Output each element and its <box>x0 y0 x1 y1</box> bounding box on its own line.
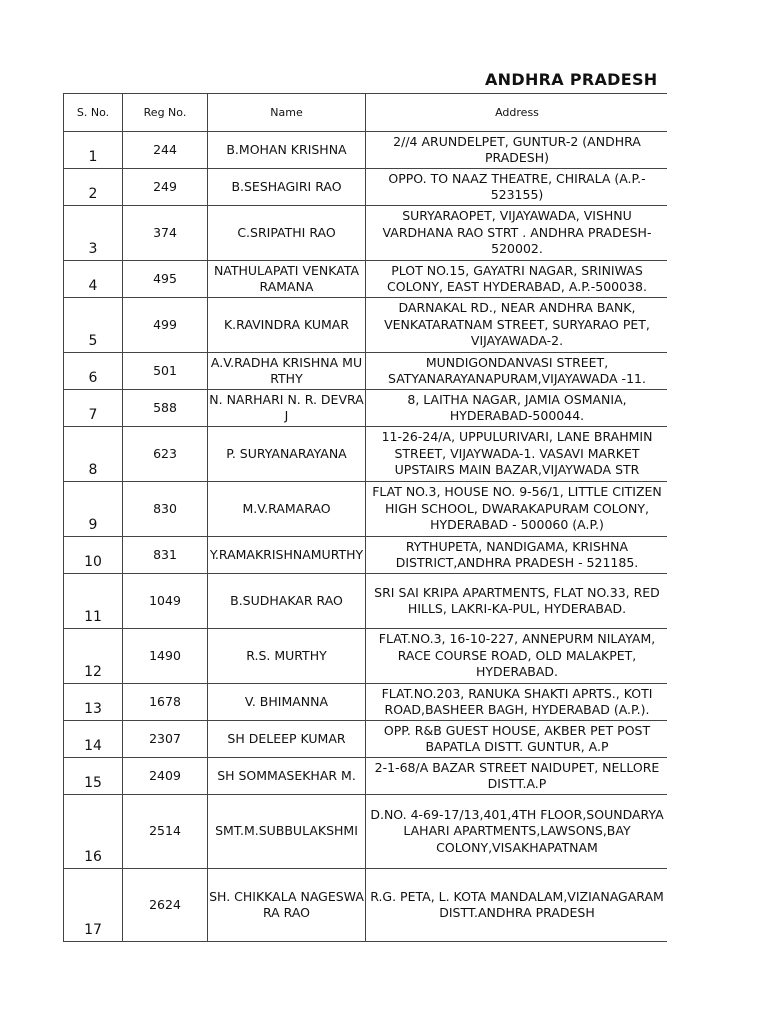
cell-reg-no: 499 <box>123 298 208 353</box>
cell-reg-no: 1490 <box>123 629 208 684</box>
cell-name: V. BHIMANNA <box>208 684 366 721</box>
cell-address <box>366 353 668 390</box>
cell-address <box>366 629 668 684</box>
cell-name: SH. CHIKKALA NAGESWARA RAO <box>208 869 366 942</box>
cell-address <box>366 390 668 427</box>
address-text: 2//4 ARUNDELPET, GUNTUR-2 (ANDHRA PRADESH) <box>393 133 641 165</box>
cell-sno: 12 <box>64 629 123 684</box>
cell-address <box>366 758 668 795</box>
cell-address <box>366 298 668 353</box>
cell-sno: 2 <box>64 169 123 206</box>
cell-sno: 13 <box>64 684 123 721</box>
address-text: DARNAKAL RD., NEAR ANDHRA BANK, VENKATARATNAM STREET, SURYARAO PET, VIJAYAWADA-2. <box>384 300 650 349</box>
registry-table <box>63 93 667 942</box>
page-title: ANDHRA PRADESH <box>485 70 658 89</box>
cell-sno: 8 <box>64 427 123 482</box>
address-text: 8, LAITHA NAGAR, JAMIA OSMANIA, HYDERABAD-500044. <box>407 391 627 423</box>
address-text: 11-26-24/A, UPPULURIVARI, LANE BRAHMIN STREET, VIJAYWADA-1. VASAVI MARKET UPSTAIRS MAIN BAZAR,VIJAYWADA STR <box>381 429 653 478</box>
address-text: OPPO. TO NAAZ THEATRE, CHIRALA (A.P.- 523155) <box>388 170 646 202</box>
table-row <box>64 795 668 869</box>
table-row <box>64 574 668 629</box>
column-header-name: Name <box>208 94 366 132</box>
table-row <box>64 206 668 261</box>
registry-table-container <box>63 93 667 942</box>
cell-sno: 3 <box>64 206 123 261</box>
cell-reg-no: 1049 <box>123 574 208 629</box>
cell-address <box>366 482 668 537</box>
cell-sno: 5 <box>64 298 123 353</box>
cell-sno: 9 <box>64 482 123 537</box>
cell-reg-no: 244 <box>123 132 208 169</box>
address-text: RYTHUPETA, NANDIGAMA, KRISHNA DISTRICT,ANDHRA PRADESH - 521185. <box>395 538 639 570</box>
cell-address <box>366 261 668 298</box>
table-row <box>64 629 668 684</box>
column-header-sno: S. No. <box>64 94 123 132</box>
table-row <box>64 482 668 537</box>
cell-reg-no: 495 <box>123 261 208 298</box>
cell-name: R.S. MURTHY <box>208 629 366 684</box>
cell-address <box>366 795 668 869</box>
cell-reg-no: 501 <box>123 353 208 390</box>
cell-reg-no: 1678 <box>123 684 208 721</box>
cell-name: SH SOMMASEKHAR M. <box>208 758 366 795</box>
address-text: R.G. PETA, L. KOTA MANDALAM,VIZIANAGARAM DISTT.ANDHRA PRADESH <box>370 888 664 920</box>
cell-reg-no: 249 <box>123 169 208 206</box>
table-row <box>64 427 668 482</box>
cell-sno: 4 <box>64 261 123 298</box>
table-header-row <box>64 94 668 132</box>
address-text: 2-1-68/A BAZAR STREET NAIDUPET, NELLORE DISTT.A.P <box>374 759 660 791</box>
cell-name: B.MOHAN KRISHNA <box>208 132 366 169</box>
cell-sno: 16 <box>64 795 123 869</box>
cell-name: M.V.RAMARAO <box>208 482 366 537</box>
table-row <box>64 261 668 298</box>
table-row <box>64 298 668 353</box>
address-text: MUNDIGONDANVASI STREET, SATYANARAYANAPURAM,VIJAYAWADA -11. <box>388 354 646 386</box>
table-row <box>64 537 668 574</box>
cell-sno: 17 <box>64 869 123 942</box>
cell-name: NATHULAPATI VENKATA RAMANA <box>208 261 366 298</box>
table-row <box>64 353 668 390</box>
address-text: FLAT.NO.3, 16-10-227, ANNEPURM NILAYAM, RACE COURSE ROAD, OLD MALAKPET, HYDERABAD. <box>378 631 656 680</box>
cell-sno: 15 <box>64 758 123 795</box>
cell-name: C.SRIPATHI RAO <box>208 206 366 261</box>
table-row <box>64 758 668 795</box>
table-row <box>64 390 668 427</box>
cell-reg-no: 588 <box>123 390 208 427</box>
address-text: SRI SAI KRIPA APARTMENTS, FLAT NO.33, RED HILLS, LAKRI-KA-PUL, HYDERABAD. <box>374 584 660 616</box>
table-row <box>64 684 668 721</box>
cell-name: A.V.RADHA KRISHNA MURTHY <box>208 353 366 390</box>
table-row <box>64 132 668 169</box>
cell-address <box>366 537 668 574</box>
table-row <box>64 869 668 942</box>
address-text: D.NO. 4-69-17/13,401,4TH FLOOR,SOUNDARYA LAHARI APARTMENTS,LAWSONS,BAY COLONY,VISAKHAPATNAM <box>370 806 664 855</box>
cell-address <box>366 869 668 942</box>
cell-reg-no: 2624 <box>123 869 208 942</box>
cell-reg-no: 2307 <box>123 721 208 758</box>
cell-reg-no: 2409 <box>123 758 208 795</box>
cell-name: B.SUDHAKAR RAO <box>208 574 366 629</box>
table-row <box>64 721 668 758</box>
table-body <box>64 132 668 942</box>
address-text: FLAT.NO.203, RANUKA SHAKTI APRTS., KOTI ROAD,BASHEER BAGH, HYDERABAD (A.P.). <box>381 685 653 717</box>
cell-address <box>366 206 668 261</box>
address-text: FLAT NO.3, HOUSE NO. 9-56/1, LITTLE CITIZEN HIGH SCHOOL, DWARAKAPURAM COLONY, HYDERABAD - 500060 (A.P.) <box>372 484 662 533</box>
table-row <box>64 169 668 206</box>
cell-sno: 14 <box>64 721 123 758</box>
cell-address <box>366 169 668 206</box>
cell-name: Y.RAMAKRISHNAMURTHY <box>208 537 366 574</box>
cell-address <box>366 721 668 758</box>
cell-reg-no: 2514 <box>123 795 208 869</box>
cell-name: K.RAVINDRA KUMAR <box>208 298 366 353</box>
cell-name: SMT.M.SUBBULAKSHMI <box>208 795 366 869</box>
cell-reg-no: 830 <box>123 482 208 537</box>
cell-address <box>366 132 668 169</box>
cell-sno: 10 <box>64 537 123 574</box>
column-header-address: Address <box>366 94 668 132</box>
address-text: PLOT NO.15, GAYATRI NAGAR, SRINIWAS COLONY, EAST HYDERABAD, A.P.-500038. <box>387 262 647 294</box>
cell-sno: 6 <box>64 353 123 390</box>
cell-reg-no: 623 <box>123 427 208 482</box>
cell-address <box>366 574 668 629</box>
cell-address <box>366 427 668 482</box>
cell-address <box>366 684 668 721</box>
cell-name: SH DELEEP KUMAR <box>208 721 366 758</box>
address-text: OPP. R&B GUEST HOUSE, AKBER PET POST BAPATLA DISTT. GUNTUR, A.P <box>383 722 651 754</box>
column-header-reg-no: Reg No. <box>123 94 208 132</box>
cell-sno: 7 <box>64 390 123 427</box>
cell-name: N. NARHARI N. R. DEVRAJ <box>208 390 366 427</box>
cell-sno: 1 <box>64 132 123 169</box>
cell-reg-no: 374 <box>123 206 208 261</box>
cell-reg-no: 831 <box>123 537 208 574</box>
cell-name: B.SESHAGIRI RAO <box>208 169 366 206</box>
address-text: SURYARAOPET, VIJAYAWADA, VISHNU VARDHANA RAO STRT . ANDHRA PRADESH- 520002. <box>382 208 652 257</box>
cell-name: P. SURYANARAYANA <box>208 427 366 482</box>
cell-sno: 11 <box>64 574 123 629</box>
